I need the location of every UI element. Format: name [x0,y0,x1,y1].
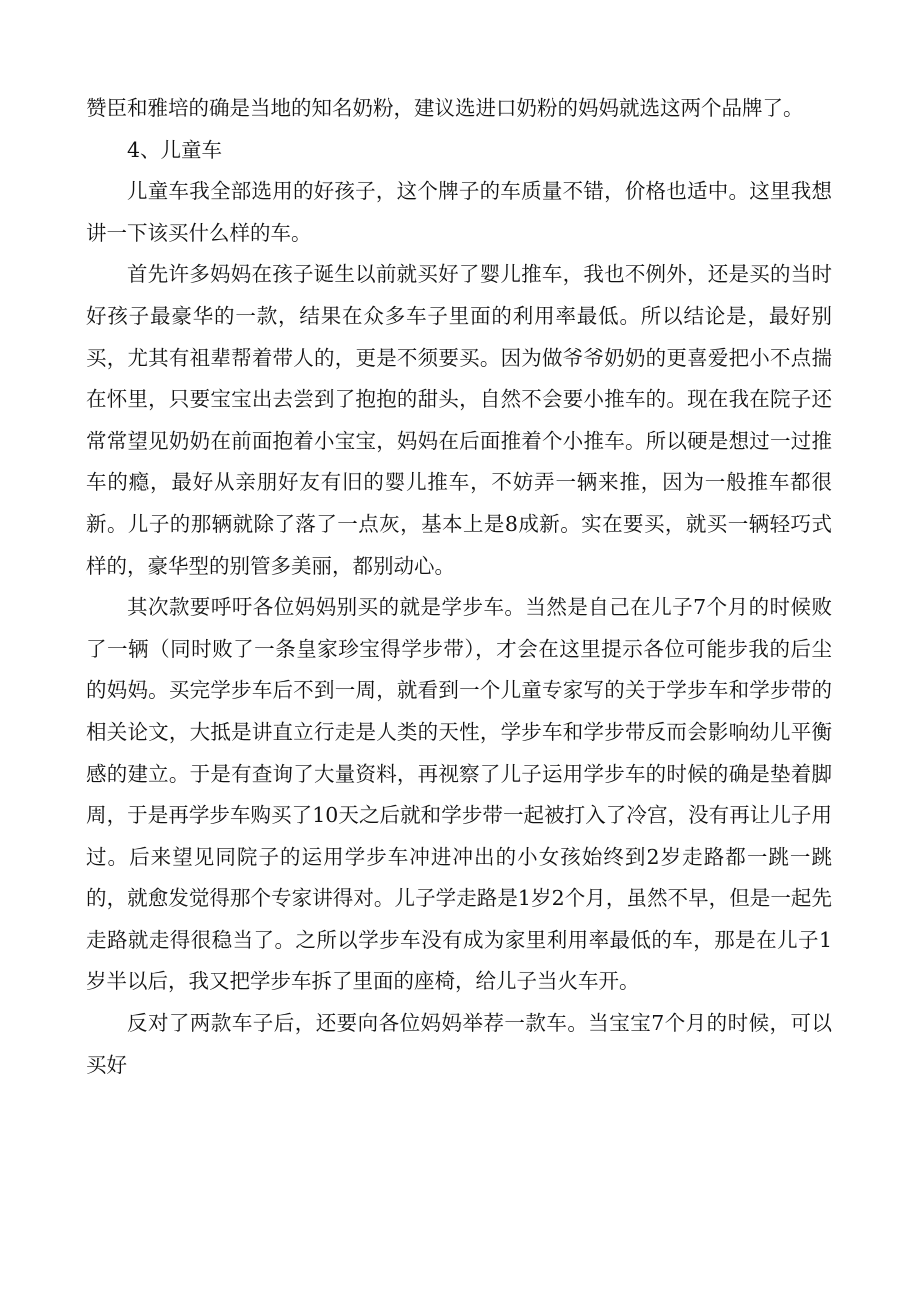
document-body [86,88,832,1086]
paragraph-baby-stroller: 首先许多妈妈在孩子诞生以前就买好了婴儿推车，我也不例外，还是买的当时好孩子最豪华的一款，结果在众多车子里面的利用率最低。所以结论是，最好别买，尤其有祖辈帮着带人的，更是不须要买。因为做爷爷奶奶的更喜爱把小不点揣在怀里，只要宝宝出去尝到了抱抱的甜头，自然不会要小推车的。现在我在院子还常常望见奶奶在前面抱着小宝宝，妈妈在后面推着个小推车。所以硬是想过一过推车的瘾，最好从亲朋好友有旧的婴儿推车，不妨弄一辆来推，因为一般推车都很新。儿子的那辆就除了落了一点灰，基本上是8成新。实在要买，就买一辆轻巧式样的，豪华型的别管多美丽，都别动心。 [86,262,832,578]
section-heading-strollers: 4、儿童车 [127,137,223,162]
paragraph-stroller-brand: 儿童车我全部选用的好孩子，这个牌子的车质量不错，价格也适中。这里我想讲一下该买什么样的车。 [86,179,832,245]
paragraph-milk-powder-conclusion: 赞臣和雅培的确是当地的知名奶粉，建议选进口奶粉的妈妈就选这两个品牌了。 [86,96,804,120]
paragraph-baby-walker: 其次款要呼吁各位妈妈别买的就是学步车。当然是自己在儿子7个月的时候败了一辆（同时败了一条皇家珍宝得学步带），才会在这里提示各位可能步我的后尘的妈妈。买完学步车后不到一周，就看到一个儿童专家写的关于学步车和学步带的相关论文，大抵是讲直立行走是人类的天性，学步车和学步带反而会影响幼儿平衡感的建立。于是有查询了大量资料，再视察了儿子运用学步车的时候的确是垫着脚周，于是再学步车购买了10天之后就和学步带一起被打入了冷宫，没有再让儿子用过。后来望见同院子的运用学步车冲进冲出的小女孩始终到2岁走路都一跳一跳的，就愈发觉得那个专家讲得对。儿子学走路是1岁2个月，虽然不早，但是一起先走路就走得很稳当了。之所以学步车没有成为家里利用率最低的车，那是在儿子1岁半以后，我又把学步车拆了里面的座椅，给儿子当火车开。 [86,595,832,994]
paragraph-recommendation: 反对了两款车子后，还要向各位妈妈举荐一款车。当宝宝7个月的时候，可以买好 [86,1011,832,1077]
